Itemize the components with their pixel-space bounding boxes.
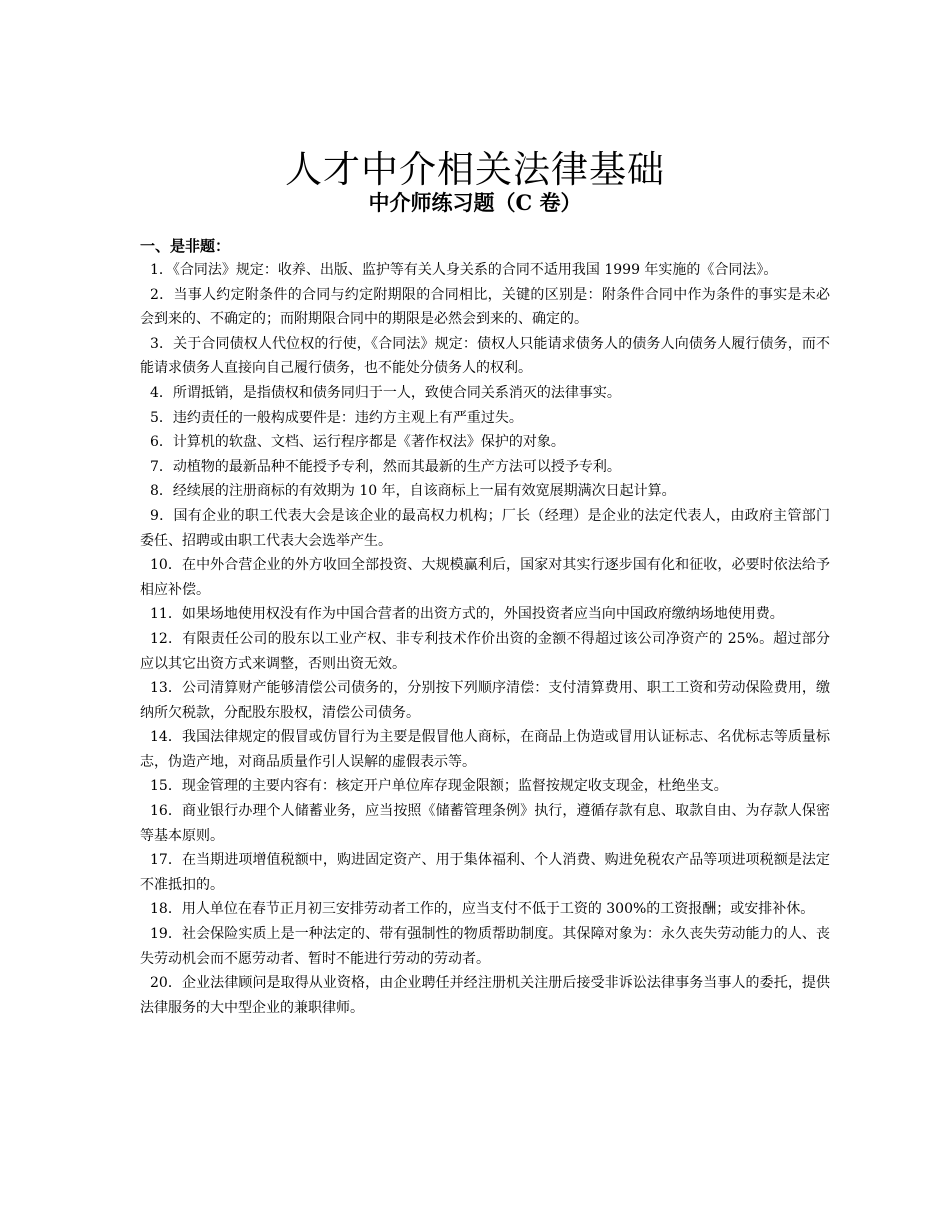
question-item: 8．经续展的注册商标的有效期为 10 年，自该商标上一届有效宽展期满次日起计算。 [150, 483, 676, 500]
question-item: 1．《合同法》规定：收养、出版、监护等有关人身关系的合同不适用我国 1999 年实施的《合同法》。 [150, 262, 778, 278]
question-item: 12．有限责任公司的股东以工业产权、非专利技术作价出资的金额不得超过该公司净资产的 25%。超过部分应以其它出资方式来调整，否则出资无效。 [140, 630, 830, 672]
question-item: 5．违约责任的一般构成要件是：违约方主观上有严重过失。 [150, 409, 523, 426]
question-list [140, 258, 830, 1020]
question-item: 17．在当期进项增值税额中，购进固定资产、用于集体福利、个人消费、购进免税农产品等项进项税额是法定不准抵扣的。 [140, 852, 830, 893]
question-item: 10．在中外合营企业的外方收回全部投资、大规模赢利后，国家对其实行逐步国有化和征收，必要时依法给予相应补偿。 [140, 557, 830, 598]
document-title: 人才中介相关法律基础 [285, 148, 665, 191]
question-item: 3．关于合同债权人代位权的行使，《合同法》规定：债权人只能请求债务人的债务人向债务人履行债务，而不能请求债务人直接向自己履行债务，也不能处分债务人的权利。 [140, 335, 830, 377]
question-item: 4．所谓抵销，是指债权和债务同归于一人，致使合同关系消灭的法律事实。 [150, 384, 621, 401]
question-item: 16．商业银行办理个人储蓄业务，应当按照《储蓄管理条例》执行，遵循存款有息、取款自由、为存款人保密等基本原则。 [140, 803, 830, 844]
question-item: 14．我国法律规定的假冒或仿冒行为主要是假冒他人商标，在商品上伪造或冒用认证标志、名优标志等质量标志，伪造产地，对商品质量作引人误解的虚假表示等。 [140, 729, 830, 770]
document-subtitle: 中介师练习题（C 卷） [368, 190, 582, 215]
question-item: 11．如果场地使用权没有作为中国合营者的出资方式的，外国投资者应当向中国政府缴纳场地使用费。 [150, 606, 784, 623]
question-item: 15．现金管理的主要内容有：核定开户单位库存现金限额；监督按规定收支现金，杜绝坐支。 [150, 778, 728, 795]
question-item: 2．当事人约定附条件的合同与约定附期限的合同相比，关键的区别是：附条件合同中作为条件的事实是未必会到来的、不确定的；而附期限合同中的期限是必然会到来的、确定的。 [140, 286, 830, 328]
question-item: 19．社会保险实质上是一种法定的、带有强制性的物质帮助制度。其保障对象为：永久丧失劳动能力的人、丧失劳动机会而不愿劳动者、暂时不能进行劳动的劳动者。 [140, 926, 830, 967]
question-item: 7．动植物的最新品种不能授予专利，然而其最新的生产方法可以授予专利。 [150, 458, 621, 475]
question-item: 18．用人单位在春节正月初三安排劳动者工作的，应当支付不低于工资的 300%的工资报酬；或安排补休。 [150, 901, 815, 918]
question-item: 9．国有企业的职工代表大会是该企业的最高权力机构；厂长（经理）是企业的法定代表人，由政府主管部门委任、招聘或由职工代表大会选举产生。 [140, 507, 830, 549]
section-heading: 一、是非题： [140, 237, 231, 255]
question-item: 13．公司清算财产能够清偿公司债务的，分别按下列顺序清偿：支付清算费用、职工工资和劳动保险费用，缴纳所欠税款，分配股东股权，清偿公司债务。 [140, 680, 830, 721]
question-item: 6．计算机的软盘、文档、运行程序都是《著作权法》保护的对象。 [150, 434, 565, 451]
question-item: 20．企业法律顾问是取得从业资格，由企业聘任并经注册机关注册后接受非诉讼法律事务当事人的委托，提供法律服务的大中型企业的兼职律师。 [140, 975, 830, 1016]
